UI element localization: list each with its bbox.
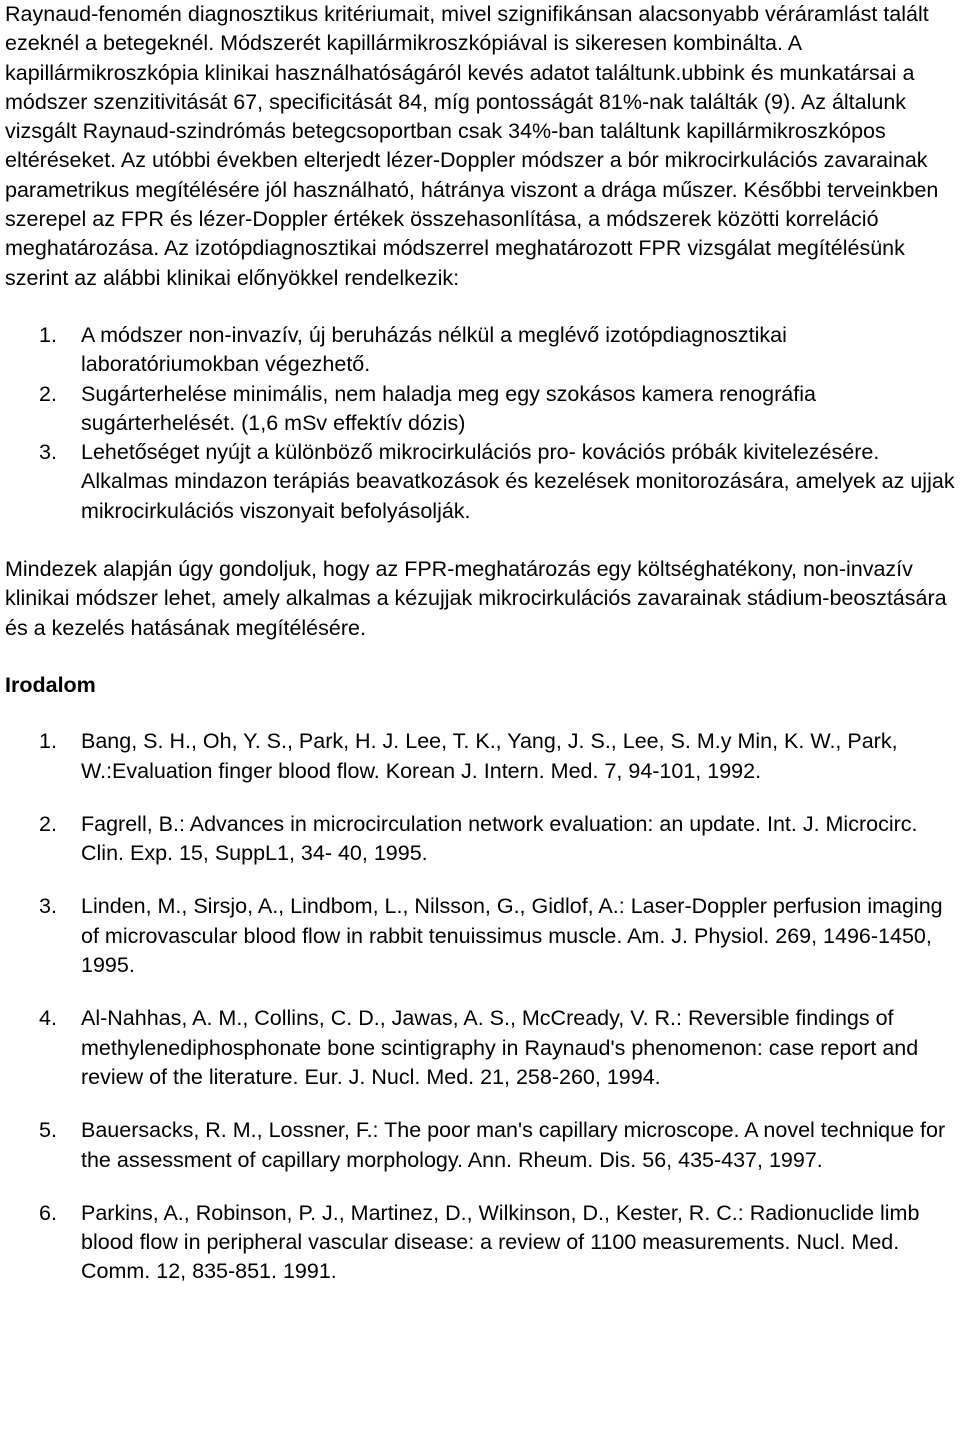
reference-text: Fagrell, B.: Advances in microcirculation network evaluation: an update. Int. J. Microcirc. Clin. Exp. 15, SuppL1, 34- 40, 1995. bbox=[81, 811, 918, 866]
conclusion-paragraph: Mindezek alapján úgy gondoljuk, hogy az FPR-meghatározás egy költséghatékony, non-invazív klinikai módszer lehet, amely alkalmas a kézujjak mikrocirkulációs zavarainak stádium-beosztására és a kezelés hatásának megítélésére. bbox=[5, 557, 947, 640]
document-page bbox=[5, 0, 958, 1311]
reference-item bbox=[5, 727, 958, 786]
reference-number: 6. bbox=[39, 1200, 57, 1225]
reference-number: 3. bbox=[39, 894, 57, 919]
list-item-number: 2. bbox=[39, 381, 57, 406]
list-item-number: 1. bbox=[39, 322, 57, 347]
references-heading: Irodalom bbox=[5, 672, 96, 697]
reference-text: Bauersacks, R. M., Lossner, F.: The poor man's capillary microscope. A novel technique for the assessment of capillary morphology. Ann. Rheum. Dis. 56, 435-437, 1997. bbox=[81, 1118, 946, 1172]
intro-paragraph: Raynaud-fenomén diagnosztikus kritériumait, mivel szignifikánsan alacsonyabb véráramlást talált ezeknél a betegeknél. Módszerét kapillármikroszkópiával is sikeresen kombinálta. A kapillármikroszkópia klinikai használhatóságáról kevés adatot találtunk.ubbink és munkatársai a módszer szenzitivitását 67, specificitását 84, míg pontosságát 81%-nak találták (9). Az általunk vizsgált Raynaud-szindrómás betegcsoportban csak 34%-ban találtunk kapillármikroszkópos eltéréseket. Az utóbbi években elterjedt lézer-Doppler módszer a bór mikrocirkulációs zavarainak parametrikus megítélésére jól használható, hátránya viszont a drága műszer. Későbbi terveinkben szerepel az FPR és lézer-Doppler értékek összehasonlítása, a módszerek közötti korreláció meghatározása. Az izotópdiagnosztikai módszerrel meghatározott FPR vizsgálat megítélésünk szerint az alábbi klinikai előnyökkel rendelkezik: bbox=[5, 2, 939, 290]
reference-number: 2. bbox=[39, 811, 57, 836]
list-item-text: Sugárterhelése minimális, nem haladja meg egy szokásos kamera renográfia sugárterhelését. (1,6 mSv effektív dózis) bbox=[81, 381, 816, 435]
list-item bbox=[5, 438, 958, 526]
reference-number: 4. bbox=[39, 1006, 57, 1031]
advantages-list bbox=[5, 321, 958, 526]
reference-number: 1. bbox=[39, 729, 57, 754]
reference-text: Al-Nahhas, A. M., Collins, C. D., Jawas, A. S., McCready, V. R.: Reversible findings of methylenediphosphonate bone scintigraphy in Raynaud's phenomenon: case report and review of the literature. Eur. J. Nucl. Med. 21, 258-260, 1994. bbox=[81, 1006, 919, 1089]
references-list bbox=[5, 727, 958, 1286]
reference-item bbox=[5, 1199, 958, 1287]
reference-item bbox=[5, 1004, 958, 1092]
reference-text: Bang, S. H., Oh, Y. S., Park, H. J. Lee, T. K., Yang, J. S., Lee, S. M.y Min, K. W., Park, W.:Evaluation finger blood flow. Korean J. Intern. Med. 7, 94-101, 1992. bbox=[81, 729, 898, 783]
list-item bbox=[5, 321, 958, 380]
list-item-text: Lehetőséget nyújt a különböző mikrocirkulációs pro- kovációs próbák kivitelezésére. Alkalmas mindazon terápiás beavatkozások és kezelések monitorozására, amelyek az ujjak mikrocirkulációs viszonyait befolyásolják. bbox=[81, 440, 955, 523]
reference-item bbox=[5, 1116, 958, 1175]
list-item-text: A módszer non-invazív, új beruházás nélkül a meglévő izotópdiagnosztikai laboratóriumokban végezhető. bbox=[81, 322, 787, 377]
reference-text: Linden, M., Sirsjo, A., Lindbom, L., Nilsson, G., Gidlof, A.: Laser-Doppler perfusion imaging of microvascular blood flow in rabbit tenuissimus muscle. Am. J. Physiol. 269, 1496-1450, 1995. bbox=[81, 894, 943, 978]
reference-text: Parkins, A., Robinson, P. J., Martinez, D., Wilkinson, D., Kester, R. C.: Radionuclide limb blood flow in peripheral vascular disease: a review of 1100 measurements. Nucl. Med. Comm. 12, 835-851. 1991. bbox=[81, 1200, 920, 1284]
reference-number: 5. bbox=[39, 1118, 57, 1143]
reference-item bbox=[5, 892, 958, 980]
list-item bbox=[5, 380, 958, 439]
reference-item bbox=[5, 810, 958, 869]
list-item-number: 3. bbox=[39, 440, 57, 465]
